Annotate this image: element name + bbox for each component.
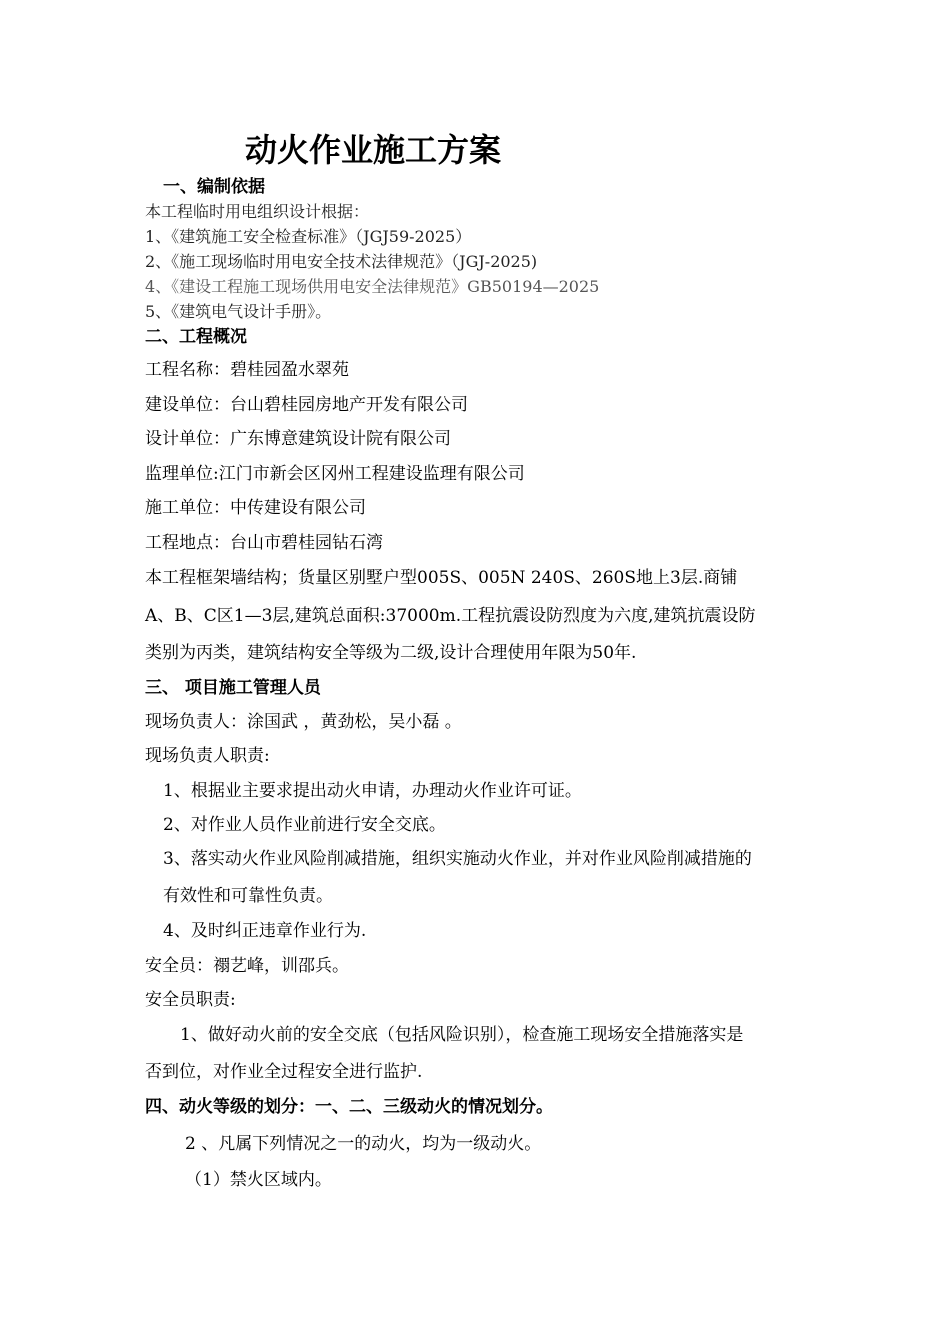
supervision-unit: 监理单位:江门市新会区冈州工程建设监理有限公司 [145,464,525,484]
basis-item: 4、《建设工程施工现场供用电安全法律规范》GB50194—2025 [145,277,600,296]
leader-duty-item: 1、根据业主要求提出动火申请，办理动火作业许可证。 [163,781,582,801]
section-heading-fire-levels: 四、动火等级的划分：一、二、三级动火的情况划分。 [145,1097,553,1117]
basis-item: 2、《施工现场临时用电安全技术法律规范》（JGJ-2025) [145,252,538,271]
structure-description: A、B、C区1—3层,建筑总面积:37000m.工程抗震设防烈度为六度,建筑抗震设防 [145,606,756,626]
leader-duty-item: 有效性和可靠性负责。 [163,886,333,906]
basis-item: 1、《建筑施工安全检查标准》（JGJ59-2025） [145,227,472,246]
leader-duty-item: 4、及时纠正违章作业行为. [163,921,367,941]
leader-duties-title: 现场负责人职责: [145,746,270,766]
safety-duty-item: 1、做好动火前的安全交底（包括风险识别），检查施工现场安全措施落实是 [180,1025,744,1045]
leader-duty-item: 2、对作业人员作业前进行安全交底。 [163,815,446,835]
site-leaders: 现场负责人：涂国武 ，黄劲松，吴小磊 。 [145,712,462,732]
section-heading-overview: 二、工程概况 [145,327,247,347]
client-unit: 建设单位：台山碧桂园房地产开发有限公司 [145,395,468,415]
section-heading-basis: 一、编制依据 [163,177,265,197]
document-title: 动火作业施工方案 [245,131,502,169]
design-unit: 设计单位：广东博意建筑设计院有限公司 [145,429,451,449]
fire-level-subitem: （1）禁火区域内。 [185,1170,332,1190]
project-name: 工程名称：碧桂园盈水翠苑 [145,360,349,380]
structure-description: 本工程框架墙结构；货量区别墅户型005S、005N 240S、260S地上3层.商铺 [145,568,738,588]
basis-item: 5、《建筑电气设计手册》。 [145,302,332,321]
leader-duty-item: 3、落实动火作业风险削减措施，组织实施动火作业，并对作业风险削减措施的 [163,849,752,869]
safety-duties-title: 安全员职责: [145,990,236,1010]
project-location: 工程地点：台山市碧桂园钻石湾 [145,533,383,553]
safety-officers: 安全员：禤艺峰，训邵兵。 [145,956,349,976]
structure-description: 类别为丙类，建筑结构安全等级为二级,设计合理使用年限为50年. [145,643,637,663]
basis-intro: 本工程临时用电组织设计根据： [145,202,370,221]
safety-duty-item: 否到位，对作业全过程安全进行监护. [145,1062,423,1082]
section-heading-management: 三、 项目施工管理人员 [145,678,321,698]
construction-unit: 施工单位：中传建设有限公司 [145,498,366,518]
fire-level-item: 2 、凡属下列情况之一的动火，均为一级动火。 [185,1134,542,1154]
